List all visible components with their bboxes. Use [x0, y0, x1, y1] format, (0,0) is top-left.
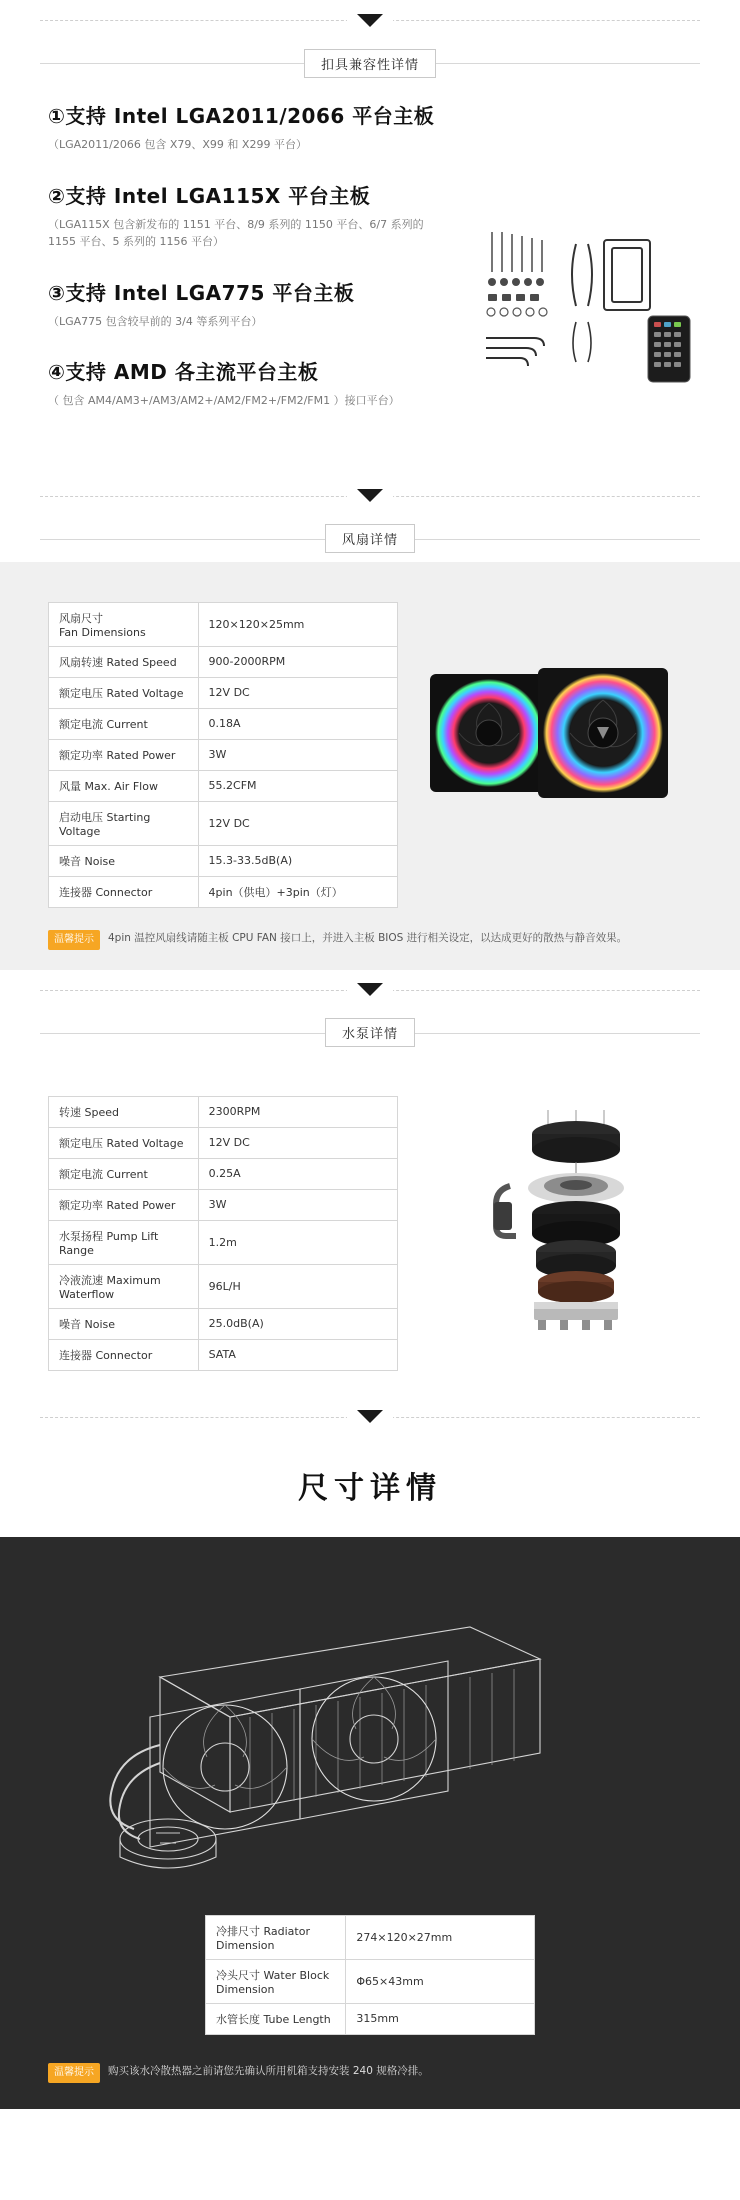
pump-body: [0, 1056, 740, 1397]
table-row: [49, 801, 398, 845]
pump-row-1-key: 额定电压 Rated Voltage: [49, 1127, 199, 1158]
table-row: [206, 1959, 535, 2003]
table-row: [49, 646, 398, 677]
size-row-0-value: 274×120×27mm: [346, 1915, 535, 1959]
caret-wrap-2: [347, 489, 393, 502]
fan-row-1-value: 900-2000RPM: [198, 646, 397, 677]
compatibility-section: [0, 0, 740, 476]
fan-row-6-key: 启动电压 Starting Voltage: [49, 801, 199, 845]
fan-row-5-key: 风量 Max. Air Flow: [49, 770, 199, 801]
compat-item-1: [48, 100, 448, 154]
fan-band: [0, 562, 740, 970]
caret-down-icon: [357, 983, 383, 996]
table-row: [49, 677, 398, 708]
size-section: [0, 1397, 740, 2109]
caret-down-icon: [357, 489, 383, 502]
fan-tip-badge: 温馨提示: [48, 930, 100, 950]
size-spec-table: [205, 1915, 535, 2035]
pump-section-title: 水泵详情: [325, 1018, 415, 1047]
table-row: [49, 1308, 398, 1339]
compat-item-2-note: （LGA115X 包含新发布的 1151 平台、8/9 系列的 1150 平台、6/7 系列的 1155 平台、5 系列的 1156 平台）: [48, 217, 424, 249]
compat-item-1-note: （LGA2011/2066 包含 X79、X99 和 X299 平台）: [48, 138, 307, 151]
size-table-wrap: [0, 1915, 740, 2035]
pump-section: [0, 970, 740, 1397]
fan-row-3-key: 额定电流 Current: [49, 708, 199, 739]
size-tip-badge: 温馨提示: [48, 2063, 100, 2083]
compat-item-4-note: （ 包含 AM4/AM3+/AM3/AM2+/AM2/FM2+/FM2/FM1 ）接口平台）: [48, 394, 400, 408]
rgb-fans-image: [426, 662, 706, 802]
divider-fan: [0, 476, 740, 516]
fan-tip: [48, 930, 692, 950]
caret-wrap-3: [347, 983, 393, 996]
fan-row-2-value: 12V DC: [198, 677, 397, 708]
compat-item-2-heading: ②支持 Intel LGA115X 平台主板: [48, 183, 371, 208]
table-row: [49, 1127, 398, 1158]
table-row: [49, 602, 398, 646]
table-row: [49, 1189, 398, 1220]
fan-row-3-value: 0.18A: [198, 708, 397, 739]
pump-exploded-image: [470, 1106, 680, 1336]
size-row-1-value: Φ65×43mm: [346, 1959, 535, 2003]
caret-wrap-4: [347, 1410, 393, 1423]
pump-row-3-value: 3W: [198, 1189, 397, 1220]
compat-item-1-heading: ①支持 Intel LGA2011/2066 平台主板: [48, 104, 435, 128]
pump-row-6-key: 噪音 Noise: [49, 1308, 199, 1339]
fan-spec-wrap: [0, 602, 740, 908]
caret-wrap-1: [347, 14, 393, 27]
fan-row-6-value: 12V DC: [198, 801, 397, 845]
table-row: [49, 708, 398, 739]
fan-spec-table: [48, 602, 398, 908]
pump-row-2-key: 额定电流 Current: [49, 1158, 199, 1189]
divider-size: [0, 1397, 740, 1437]
fan-section-title: 风扇详情: [325, 524, 415, 553]
caret-down-icon: [357, 14, 383, 27]
pump-row-6-value: 25.0dB(A): [198, 1308, 397, 1339]
size-dark-panel: [0, 1537, 740, 2109]
table-row: [49, 1339, 398, 1370]
accessory-kit-image: [480, 226, 700, 386]
fan-row-4-value: 3W: [198, 739, 397, 770]
compat-title-row: [0, 46, 740, 80]
size-tip-text: 购买该水冷散热器之前请您先确认所用机箱支持安装 240 规格冷排。: [108, 2064, 429, 2077]
table-row: [49, 1096, 398, 1127]
size-row-0-key: 冷排尺寸 Radiator Dimension: [206, 1915, 346, 1959]
pump-row-2-value: 0.25A: [198, 1158, 397, 1189]
compat-item-3-note: （LGA775 包含较早前的 3/4 等系列平台）: [48, 314, 263, 328]
fan-tip-text: 4pin 温控风扇线请随主板 CPU FAN 接口上，并进入主板 BIOS 进行相关设定，以达成更好的散热与静音效果。: [108, 931, 628, 944]
fan-row-8-key: 连接器 Connector: [49, 876, 199, 907]
aio-cooler-image: [0, 1567, 740, 1897]
pump-title-row: [0, 1016, 740, 1050]
fan-row-0-key: [49, 602, 199, 646]
size-row-2-key: 水管长度 Tube Length: [206, 2003, 346, 2034]
pump-spec-wrap: [0, 1096, 740, 1371]
fan-row-4-key: 额定功率 Rated Power: [49, 739, 199, 770]
pump-row-5-key: 冷液流速 Maximum Waterflow: [49, 1264, 199, 1308]
compat-item-4-heading: ④支持 AMD 各主流平台主板: [48, 360, 319, 385]
table-row: [206, 1915, 535, 1959]
size-row-1-key: 冷头尺寸 Water Block Dimension: [206, 1959, 346, 2003]
fan-title-row: [0, 522, 740, 556]
pump-spec-table: [48, 1096, 398, 1371]
pump-row-4-key: 水泵扬程 Pump Lift Range: [49, 1220, 199, 1264]
table-row: [49, 770, 398, 801]
fan-section: [0, 476, 740, 970]
compat-item-3-heading: ③支持 Intel LGA775 平台主板: [48, 280, 355, 305]
divider-top: [0, 0, 740, 40]
fan-row-0-value: 120×120×25mm: [198, 602, 397, 646]
fan-row-1-key: 风扇转速 Rated Speed: [49, 646, 199, 677]
fan-row-7-key: 噪音 Noise: [49, 845, 199, 876]
table-row: [49, 739, 398, 770]
compat-item-3: [48, 277, 448, 331]
size-section-title: 尺寸详情: [298, 1470, 442, 1506]
table-row: [49, 1158, 398, 1189]
divider-pump: [0, 970, 740, 1010]
table-row: [49, 876, 398, 907]
pump-row-7-key: 连接器 Connector: [49, 1339, 199, 1370]
table-row: [206, 2003, 535, 2034]
compat-body: [0, 86, 740, 476]
fan-row-8-value: 4pin（供电）+3pin（灯）: [198, 876, 397, 907]
compat-section-title: 扣具兼容性详情: [304, 49, 436, 78]
pump-row-7-value: SATA: [198, 1339, 397, 1370]
fan-row-0-key-line1: 风扇尺寸: [59, 611, 103, 625]
fan-row-2-key: 额定电压 Rated Voltage: [49, 677, 199, 708]
pump-row-5-value: 96L/H: [198, 1264, 397, 1308]
pump-row-0-value: 2300RPM: [198, 1096, 397, 1127]
table-row: [49, 1220, 398, 1264]
fan-row-0-key-line2: Fan Dimensions: [59, 625, 146, 639]
pump-row-3-key: 额定功率 Rated Power: [49, 1189, 199, 1220]
table-row: [49, 1264, 398, 1308]
compat-item-2: [48, 180, 448, 251]
table-row: [49, 845, 398, 876]
size-tip: [48, 2035, 692, 2083]
pump-row-4-value: 1.2m: [198, 1220, 397, 1264]
fan-row-7-value: 15.3-33.5dB(A): [198, 845, 397, 876]
fan-row-5-value: 55.2CFM: [198, 770, 397, 801]
caret-down-icon: [357, 1410, 383, 1423]
compat-item-4: [48, 356, 448, 410]
pump-row-1-value: 12V DC: [198, 1127, 397, 1158]
size-row-2-value: 315mm: [346, 2003, 535, 2034]
pump-row-0-key: 转速 Speed: [49, 1096, 199, 1127]
